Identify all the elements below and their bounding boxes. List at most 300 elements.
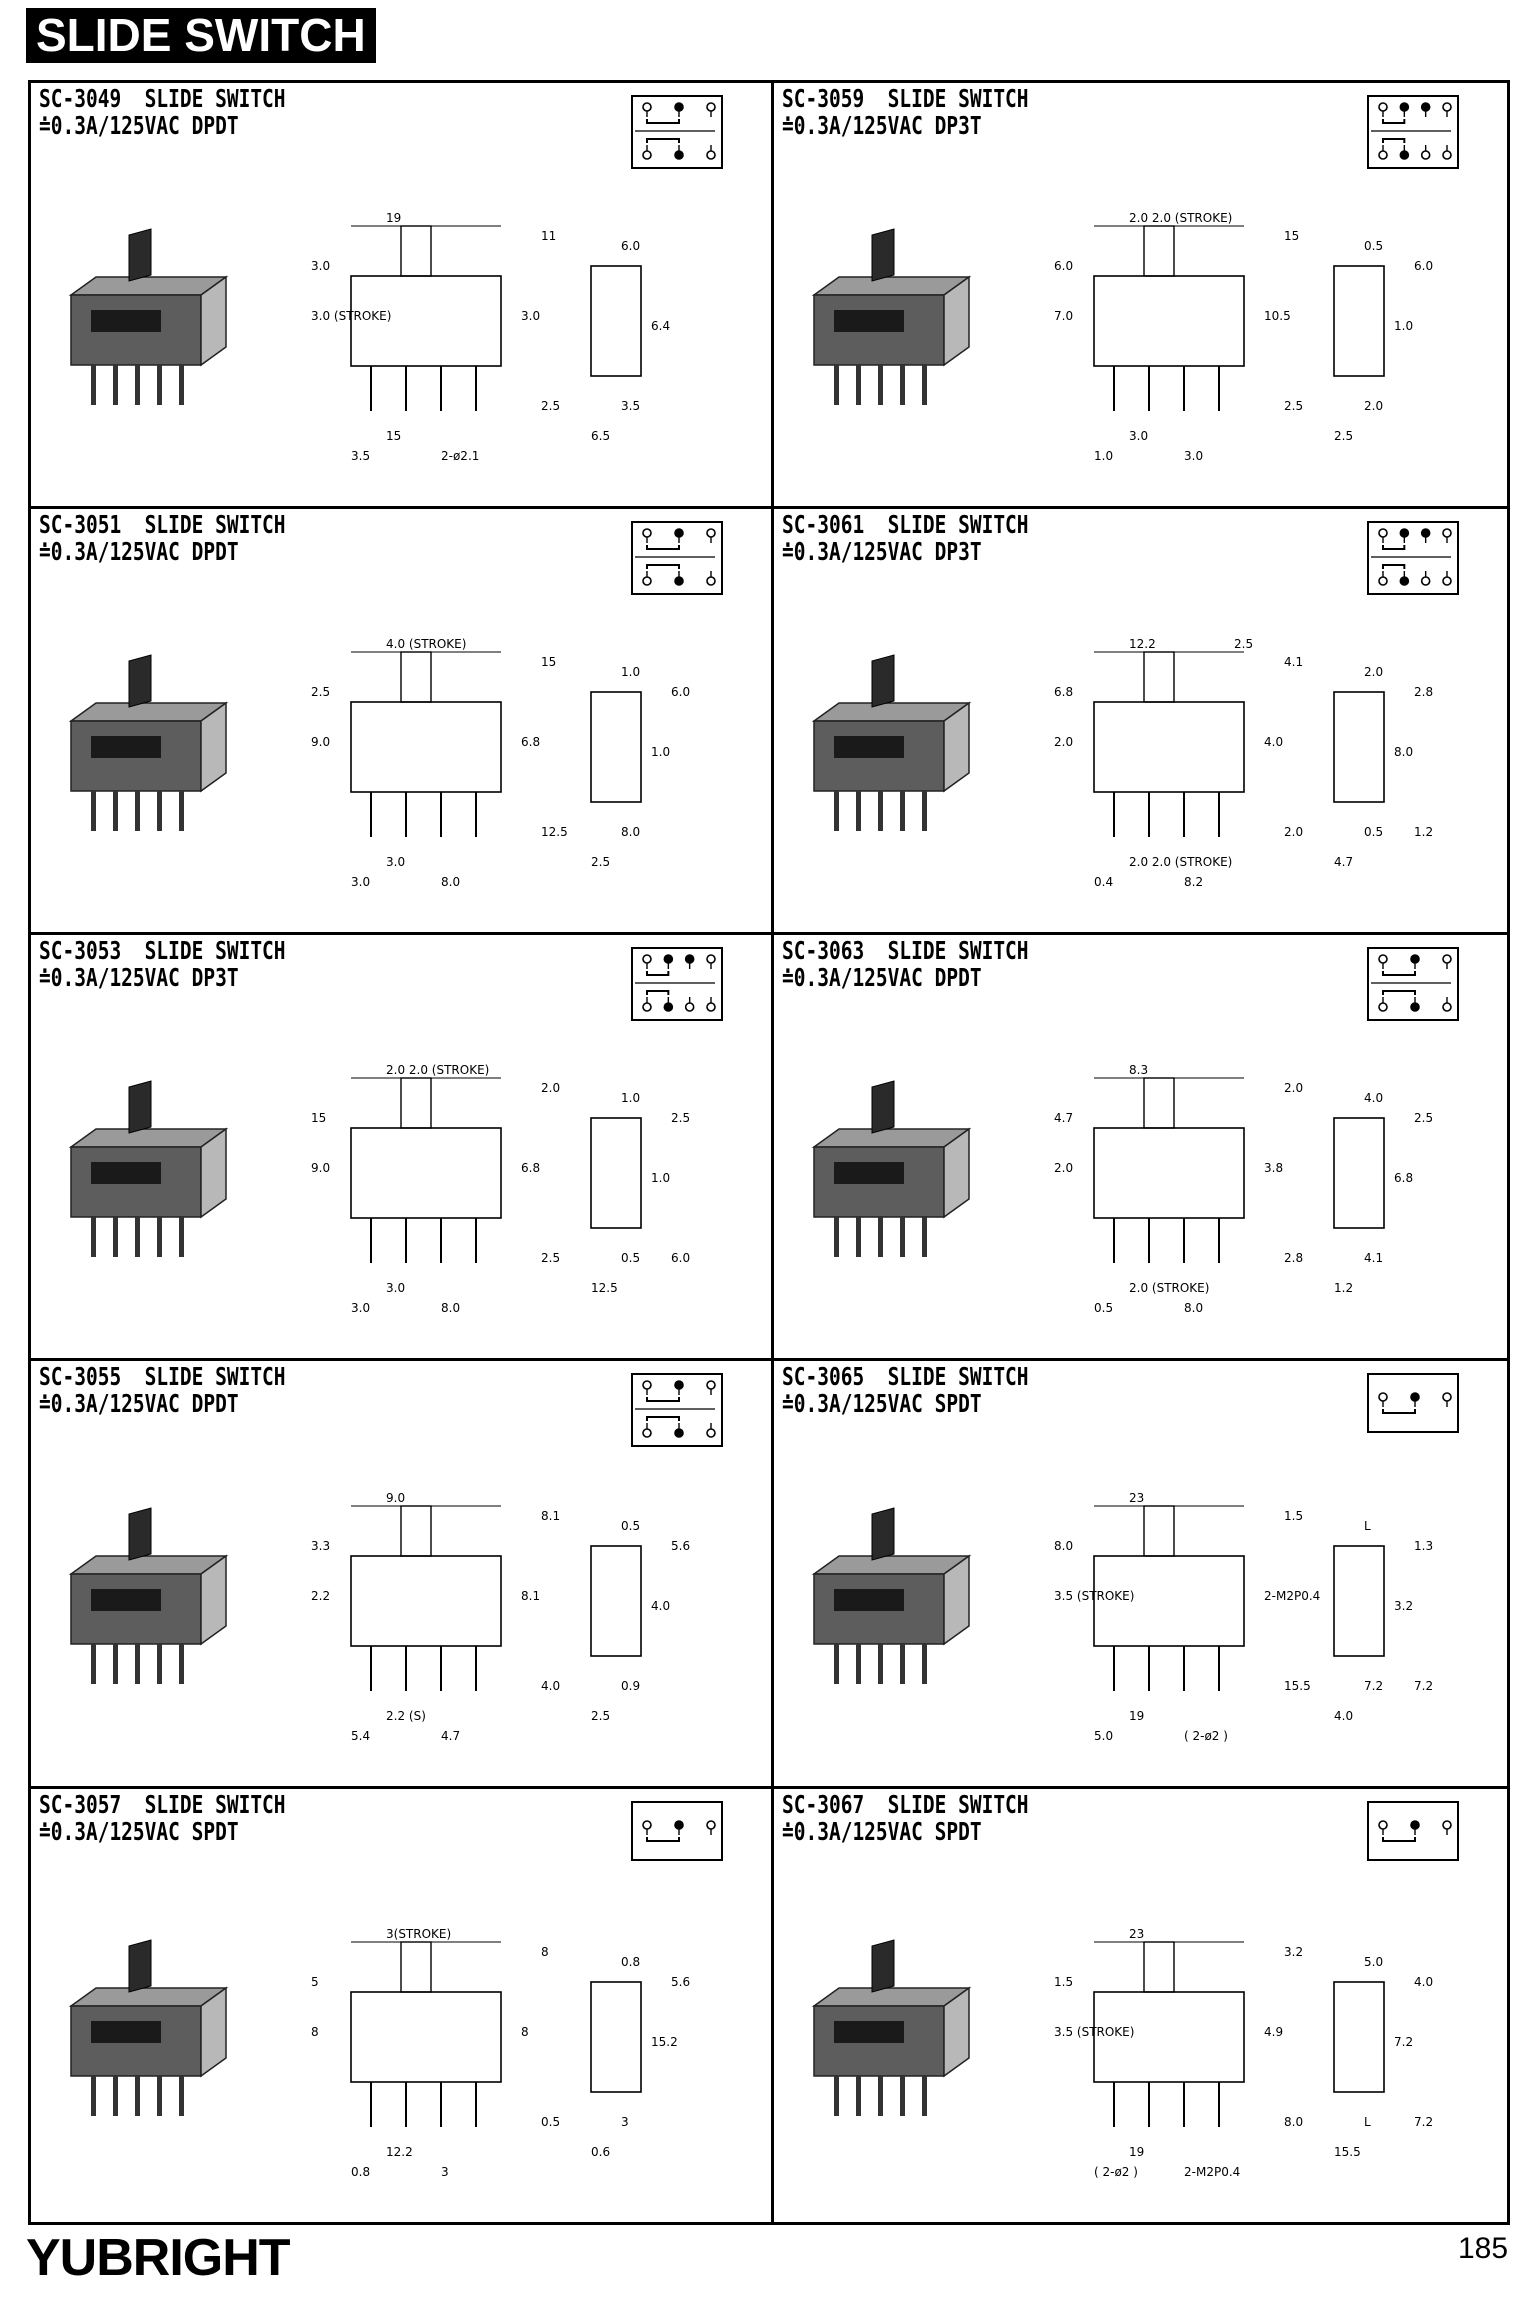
solder-pin [113,1217,118,1257]
switch-housing-top [71,1129,226,1147]
contact-bridge [1383,545,1404,549]
dimension-label: 6.0 [1054,259,1074,273]
terminal-mark [1443,151,1451,159]
dimension-label: 2.5 [1414,1111,1434,1125]
terminal-mark [707,1003,715,1011]
dimension-label: 6.8 [521,1161,541,1175]
dimension-label: 0.4 [1094,875,1114,889]
drawing-actuator [401,652,431,702]
drawing-outline [351,1556,501,1646]
solder-pin [878,2076,883,2116]
dimension-label: 6.0 [621,239,641,253]
switch-photo [51,1077,251,1277]
dimension-label: 0.5 [541,2115,561,2129]
dimension-label: 1.0 [1394,319,1414,333]
switch-cell [31,1361,771,1786]
dimension-label: 2.2 [311,1589,331,1603]
dimension-label: 3.2 [1394,1599,1414,1613]
switch-photo [794,225,994,425]
dimension-label: 23 [1129,1927,1145,1941]
dimension-label: 15 [386,429,402,443]
solder-pin [179,2076,184,2116]
terminal-mark [686,955,694,963]
circuit-schematic-box [631,95,723,169]
solder-pin [157,365,162,405]
terminal-mark [1400,577,1408,585]
drawing-side-view [1334,1546,1384,1656]
rating-text: ≐0.3A/125VAC DP3T [39,963,239,992]
dimension-label: 5.0 [1094,1729,1114,1743]
solder-pin [900,1217,905,1257]
dimension-label: 12.5 [591,1281,618,1295]
dimension-label: 2.0 2.0 (STROKE) [386,1063,490,1077]
solder-pin [878,365,883,405]
dimension-label: 4.0 [1264,735,1284,749]
switch-photo [51,1504,251,1704]
dimension-label: 4.9 [1264,2025,1284,2039]
terminal-mark [1379,577,1387,585]
dimension-label: 2.0 [1054,735,1074,749]
dimension-label: L [1364,2115,1371,2129]
solder-pin [113,1644,118,1684]
dimension-drawing [1034,1486,1454,1756]
dimension-label: 4.0 (STROKE) [386,637,467,651]
dimension-label: 5.6 [671,1975,691,1989]
contact-bridge [1383,565,1404,569]
actuator-slot [834,2021,904,2043]
drawing-actuator [401,1942,431,1992]
dimension-label: 2.8 [1284,1251,1304,1265]
dimension-label: 0.9 [621,1679,641,1693]
rating-text: ≐0.3A/125VAC DP3T [782,111,982,140]
terminal-mark [1443,1821,1451,1829]
solder-pin [922,1644,927,1684]
dimension-label: 0.8 [621,1955,641,1969]
solder-pin [135,1217,140,1257]
contact-bridge [1383,1409,1415,1413]
dimension-label: 11 [541,229,557,243]
circuit-schematic [633,1803,721,1859]
dimension-label: 3.0 [351,875,371,889]
terminal-mark [1422,103,1430,111]
switch-cell [774,1789,1507,2222]
switch-housing-top [71,1988,226,2006]
dimension-label: 2.0 [1054,1161,1074,1175]
solder-pin [91,2076,96,2116]
terminal-mark [643,103,651,111]
dimension-label: 3.0 [521,309,541,323]
circuit-schematic [1369,97,1457,167]
terminal-mark [1400,529,1408,537]
dimension-label: 4.7 [1054,1111,1074,1125]
circuit-schematic-box [1367,1373,1459,1433]
switch-title [39,85,286,139]
model-name: SC-3065 SLIDE SWITCH [782,1362,1029,1391]
solder-pin [91,1644,96,1684]
solder-pin [900,1644,905,1684]
model-name: SC-3067 SLIDE SWITCH [782,1790,1029,1819]
solder-pin [922,2076,927,2116]
actuator-slot [834,736,904,758]
dimension-drawing [291,1486,711,1756]
dimension-label: 0.5 [621,1251,641,1265]
dimension-label: 2.0 [1364,399,1384,413]
switch-photo [794,651,994,851]
terminal-mark [707,151,715,159]
dimension-label: 4.0 [1334,1709,1354,1723]
switch-title [39,1363,286,1417]
dimension-label: 8.2 [1184,875,1204,889]
circuit-schematic-box [631,521,723,595]
dimension-label: 3.0 (STROKE) [311,309,392,323]
drawing-actuator [1144,226,1174,276]
dimension-label: 2.0 [1364,665,1384,679]
dimension-label: 12.5 [541,825,568,839]
solder-pin [834,1644,839,1684]
circuit-schematic [1369,523,1457,593]
dimension-label: 6.4 [651,319,671,333]
dimension-label: 2.5 [1234,637,1254,651]
dimension-drawing [1034,632,1454,902]
solder-pin [878,1644,883,1684]
terminal-mark [707,103,715,111]
switch-title [39,1791,286,1845]
dimension-label: 5.6 [671,1539,691,1553]
dimension-label: 4.7 [1334,855,1354,869]
dimension-label: 19 [1129,1709,1145,1723]
dimension-label: 15 [541,655,557,669]
dimension-drawing [1034,1922,1454,2192]
terminal-mark [1379,529,1387,537]
actuator-slot [834,1589,904,1611]
dimension-label: 9.0 [311,735,331,749]
contact-bridge [647,565,679,569]
drawing-actuator [401,1506,431,1556]
dimension-label: 3.5 [351,449,371,463]
solder-pin [878,1217,883,1257]
terminal-mark [1379,1821,1387,1829]
solder-pin [922,791,927,831]
circuit-schematic [633,523,721,593]
actuator-slot [91,2021,161,2043]
switch-housing-top [814,1556,969,1574]
dimension-label: 1.0 [621,1091,641,1105]
actuator-knob [872,1081,894,1133]
solder-pin [900,2076,905,2116]
solder-pin [135,791,140,831]
rating-text: ≐0.3A/125VAC DPDT [39,537,239,566]
switch-housing-top [71,277,226,295]
contact-bridge [647,1417,679,1421]
model-name: SC-3061 SLIDE SWITCH [782,510,1029,539]
terminal-mark [1443,103,1451,111]
dimension-label: 2.0 (STROKE) [1129,1281,1210,1295]
switch-housing-top [71,703,226,721]
solder-pin [91,791,96,831]
rating-text: ≐0.3A/125VAC SPDT [782,1817,982,1846]
drawing-outline [1094,276,1244,366]
contact-bridge [1383,1837,1415,1841]
switch-title [782,1363,1029,1417]
rating-text: ≐0.3A/125VAC DPDT [782,963,982,992]
terminal-mark [1379,103,1387,111]
switch-cell [774,509,1507,932]
dimension-label: 15 [1284,229,1300,243]
dimension-label: 23 [1129,1491,1145,1505]
dimension-label: 2.5 [591,1709,611,1723]
dimension-label: ( 2-ø2 ) [1184,1729,1228,1743]
solder-pin [900,791,905,831]
dimension-label: 1.5 [1284,1509,1304,1523]
contact-bridge [647,991,668,995]
dimension-label: 3 [621,2115,629,2129]
solder-pin [113,365,118,405]
actuator-slot [834,310,904,332]
dimension-label: 7.2 [1364,1679,1384,1693]
terminal-mark [686,1003,694,1011]
circuit-schematic-box [1367,95,1459,169]
switch-cell [774,83,1507,506]
dimension-label: 3.8 [1264,1161,1284,1175]
circuit-schematic [633,97,721,167]
terminal-mark [1411,1393,1419,1401]
terminal-mark [707,1381,715,1389]
dimension-label: 1.2 [1334,1281,1354,1295]
dimension-label: 8.0 [1054,1539,1074,1553]
circuit-schematic-box [631,1801,723,1861]
dimension-label: 2.5 [1284,399,1304,413]
drawing-side-view [591,1546,641,1656]
drawing-outline [351,1992,501,2082]
rating-text: ≐0.3A/125VAC DPDT [39,1389,239,1418]
terminal-mark [1411,1003,1419,1011]
circuit-schematic [633,1375,721,1445]
dimension-label: 2.0 [541,1081,561,1095]
dimension-label: 1.2 [1414,825,1434,839]
solder-pin [878,791,883,831]
solder-pin [179,1644,184,1684]
dimension-label: 8 [541,1945,549,1959]
drawing-actuator [401,226,431,276]
dimension-label: 2.5 [541,399,561,413]
terminal-mark [707,1821,715,1829]
dimension-label: 2.5 [541,1251,561,1265]
terminal-mark [675,151,683,159]
page-number: 185 [1458,2232,1509,2265]
dimension-drawing [291,632,711,902]
switch-title [782,85,1029,139]
model-name: SC-3051 SLIDE SWITCH [39,510,286,539]
dimension-drawing [291,206,711,476]
switch-catalog-grid [28,80,1510,2225]
dimension-label: 1.5 [1054,1975,1074,1989]
rating-text: ≐0.3A/125VAC SPDT [39,1817,239,1846]
solder-pin [135,365,140,405]
dimension-label: 2-ø2.1 [441,449,480,463]
terminal-mark [1443,955,1451,963]
dimension-label: 6.8 [521,735,541,749]
terminal-mark [675,577,683,585]
drawing-outline [351,702,501,792]
terminal-mark [1443,577,1451,585]
dimension-label: 3.3 [311,1539,331,1553]
drawing-outline [351,1128,501,1218]
dimension-label: 12.2 [1129,637,1156,651]
solder-pin [922,365,927,405]
terminal-mark [1422,577,1430,585]
terminal-mark [675,529,683,537]
solder-pin [179,791,184,831]
dimension-label: L [1364,1519,1371,1533]
circuit-schematic [633,949,721,1019]
circuit-schematic [1369,1375,1457,1431]
drawing-side-view [591,1982,641,2092]
dimension-label: 8.0 [1184,1301,1204,1315]
dimension-label: 8.0 [1394,745,1414,759]
drawing-actuator [1144,1506,1174,1556]
terminal-mark [1443,529,1451,537]
dimension-label: 1.0 [621,665,641,679]
solder-pin [157,2076,162,2116]
dimension-label: 3.0 [311,259,331,273]
dimension-label: 15.2 [651,2035,678,2049]
switch-title [782,511,1029,565]
terminal-mark [1379,151,1387,159]
dimension-drawing [291,1922,711,2192]
dimension-label: 3.5 (STROKE) [1054,2025,1135,2039]
solder-pin [91,1217,96,1257]
terminal-mark [707,955,715,963]
switch-cell [31,935,771,1358]
terminal-mark [1379,955,1387,963]
dimension-label: 7.2 [1394,2035,1414,2049]
terminal-mark [643,1381,651,1389]
dimension-label: 4.1 [1284,655,1304,669]
brand-logo: YUBRIGHT [26,2229,290,2287]
switch-cell [31,509,771,932]
actuator-knob [129,655,151,707]
switch-photo [794,1077,994,1277]
contact-bridge [1383,139,1404,143]
terminal-mark [664,955,672,963]
dimension-label: 6.5 [591,429,611,443]
switch-title [782,1791,1029,1845]
drawing-actuator [401,1078,431,1128]
dimension-label: 7.2 [1414,1679,1434,1693]
dimension-label: 8.0 [441,1301,461,1315]
rating-text: ≐0.3A/125VAC DPDT [39,111,239,140]
drawing-outline [1094,702,1244,792]
solder-pin [157,1217,162,1257]
drawing-actuator [1144,652,1174,702]
actuator-knob [872,655,894,707]
switch-housing-top [814,1129,969,1147]
model-name: SC-3053 SLIDE SWITCH [39,936,286,965]
rating-text: ≐0.3A/125VAC SPDT [782,1389,982,1418]
dimension-label: 3.0 [386,855,406,869]
dimension-label: 2-M2P0.4 [1184,2165,1241,2179]
solder-pin [179,1217,184,1257]
dimension-label: 6.8 [1054,685,1074,699]
dimension-label: 2.5 [1334,429,1354,443]
dimension-label: 2.0 2.0 (STROKE) [1129,211,1233,225]
contact-bridge [647,545,679,549]
terminal-mark [707,577,715,585]
actuator-knob [872,1508,894,1560]
circuit-schematic-box [631,947,723,1021]
actuator-slot [834,1162,904,1184]
dimension-label: 6.8 [1394,1171,1414,1185]
terminal-mark [1422,151,1430,159]
dimension-label: 6.0 [1414,259,1434,273]
dimension-label: 9.0 [311,1161,331,1175]
dimension-label: 3.0 [351,1301,371,1315]
dimension-label: 2.0 [1284,825,1304,839]
dimension-label: 2.0 [1284,1081,1304,1095]
dimension-label: 7.0 [1054,309,1074,323]
dimension-label: 8.0 [441,875,461,889]
solder-pin [113,791,118,831]
dimension-label: 15.5 [1334,2145,1361,2159]
dimension-label: 2-M2P0.4 [1264,1589,1321,1603]
dimension-label: 6.0 [671,1251,691,1265]
solder-pin [856,1217,861,1257]
dimension-label: 0.5 [1364,825,1384,839]
contact-bridge [1383,991,1415,995]
terminal-mark [675,1821,683,1829]
switch-photo [51,1936,251,2136]
circuit-schematic [1369,1803,1457,1859]
actuator-slot [91,1589,161,1611]
solder-pin [135,2076,140,2116]
terminal-mark [643,1821,651,1829]
circuit-schematic-box [631,1373,723,1447]
terminal-mark [1443,1393,1451,1401]
switch-cell [774,935,1507,1358]
terminal-mark [675,103,683,111]
dimension-label: 15 [311,1111,327,1125]
actuator-knob [129,1508,151,1560]
model-name: SC-3059 SLIDE SWITCH [782,84,1029,113]
model-name: SC-3049 SLIDE SWITCH [39,84,286,113]
drawing-side-view [1334,692,1384,802]
dimension-label: 0.6 [591,2145,611,2159]
dimension-label: 5.0 [1364,1955,1384,1969]
solder-pin [91,365,96,405]
solder-pin [922,1217,927,1257]
solder-pin [135,1644,140,1684]
terminal-mark [643,955,651,963]
dimension-label: 2.0 2.0 (STROKE) [1129,855,1233,869]
circuit-schematic-box [1367,521,1459,595]
circuit-schematic-box [1367,947,1459,1021]
terminal-mark [1400,151,1408,159]
drawing-side-view [1334,1118,1384,1228]
dimension-drawing [1034,1058,1454,1328]
solder-pin [834,1217,839,1257]
dimension-label: 2.8 [1414,685,1434,699]
dimension-label: 0.8 [351,2165,371,2179]
solder-pin [834,2076,839,2116]
dimension-label: 0.5 [621,1519,641,1533]
terminal-mark [1379,1003,1387,1011]
terminal-mark [643,577,651,585]
circuit-schematic-box [1367,1801,1459,1861]
drawing-actuator [1144,1078,1174,1128]
drawing-actuator [1144,1942,1174,1992]
dimension-label: 1.0 [651,1171,671,1185]
terminal-mark [1443,1003,1451,1011]
